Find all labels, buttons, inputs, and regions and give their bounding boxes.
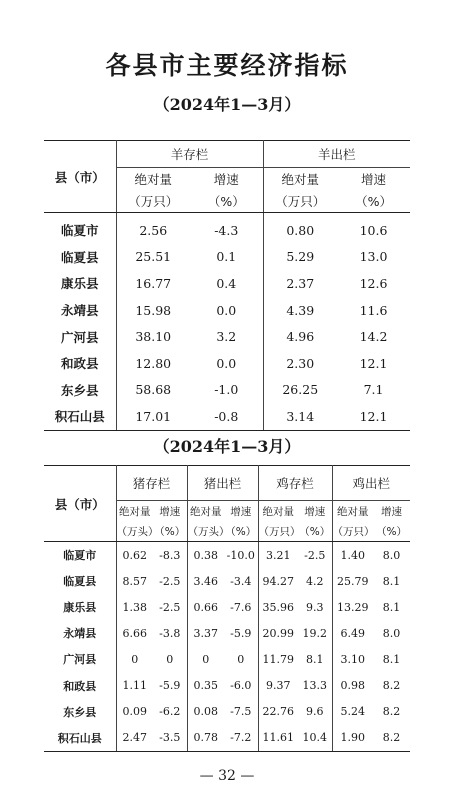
value-cell: 3.46 [193, 574, 219, 588]
county-name: 临夏市 [44, 213, 116, 244]
value-cell: 25.79 [337, 574, 369, 588]
table-row [44, 594, 410, 620]
value-cell: 3.14 [263, 403, 337, 430]
county-name: 积石山县 [44, 725, 116, 752]
sheep-table [44, 140, 410, 431]
unit-label: （%） [224, 521, 258, 542]
growth-unit: （%） [337, 190, 410, 213]
value-cell: 19.2 [298, 620, 332, 646]
value-cell: 13.29 [337, 600, 369, 614]
table-row [44, 270, 410, 297]
county-name: 临夏市 [44, 542, 116, 569]
value-cell: 0.1 [190, 244, 263, 271]
value-cell: 0.0 [190, 297, 263, 324]
value-cell: 9.37 [266, 679, 291, 693]
value-cell: 3.10 [340, 652, 366, 666]
unit-label: （万只） [332, 521, 373, 542]
value-cell: 8.2 [382, 705, 401, 719]
value-cell: 14.2 [359, 329, 388, 345]
value-cell: 8.1 [382, 652, 401, 666]
county-name: 临夏县 [44, 244, 116, 271]
value-cell: -7.6 [224, 594, 258, 620]
value-cell: 9.3 [298, 594, 332, 620]
growth-label: 增速 [381, 505, 403, 518]
value-cell: -8.3 [153, 542, 187, 569]
value-cell: -5.9 [153, 672, 187, 698]
table-row [44, 403, 410, 430]
county-name: 东乡县 [44, 699, 116, 725]
value-cell: 8.2 [382, 679, 401, 693]
value-cell: 0.09 [122, 705, 147, 719]
value-cell: -5.9 [224, 620, 258, 646]
growth-label: 增速 [153, 501, 187, 522]
abs-label: 绝对量 [337, 505, 369, 518]
value-cell: 0.62 [122, 548, 147, 562]
table-row [44, 377, 410, 404]
value-cell: 0.0 [190, 350, 263, 377]
value-cell: 8.2 [373, 725, 410, 752]
value-cell: 38.10 [135, 329, 172, 345]
unit-label: （万头） [116, 521, 153, 542]
value-cell: 1.11 [122, 679, 147, 693]
table-row [44, 699, 410, 725]
value-cell: 4.96 [286, 329, 315, 345]
value-cell: 11.61 [258, 725, 298, 752]
value-cell: 5.29 [286, 249, 315, 265]
table-row [44, 350, 410, 377]
abs-unit: （万只） [116, 190, 190, 213]
table-row [44, 323, 410, 350]
unit-label: （万只） [258, 521, 298, 542]
county-name: 永靖县 [44, 297, 116, 324]
value-cell: 0.98 [340, 679, 366, 693]
value-cell: 1.38 [122, 600, 147, 614]
value-cell: 0 [131, 652, 139, 666]
value-cell: 0.08 [193, 705, 219, 719]
abs-label: 绝对量 [281, 172, 320, 187]
value-cell: 4.2 [298, 568, 332, 594]
value-cell: -4.3 [190, 213, 263, 244]
value-cell: 6.49 [340, 626, 366, 640]
group-header-chicken-out: 鸡出栏 [332, 466, 410, 501]
value-cell: -7.5 [224, 699, 258, 725]
period-subtitle-1: （2024年1—3月） [153, 95, 301, 114]
value-cell: -0.8 [190, 403, 263, 430]
county-name: 和政县 [44, 672, 116, 698]
county-name: 广河县 [44, 646, 116, 672]
value-cell: 8.1 [298, 646, 332, 672]
county-header: 县（市） [44, 141, 116, 213]
value-cell: -3.5 [153, 725, 187, 752]
value-cell: 17.01 [116, 403, 190, 430]
abs-label: 绝对量 [134, 172, 172, 187]
value-cell: 12.1 [359, 355, 388, 371]
value-cell: 20.99 [262, 626, 295, 640]
group-header-pig-stock: 猪存栏 [116, 466, 187, 501]
value-cell: -6.0 [224, 672, 258, 698]
value-cell: 0.4 [190, 270, 263, 297]
value-cell: 10.6 [359, 222, 388, 238]
growth-label: 增速 [190, 168, 263, 191]
value-cell: 5.24 [340, 705, 366, 719]
unit-label: （%） [153, 521, 187, 542]
table-row [44, 568, 410, 594]
value-cell: -2.5 [153, 594, 187, 620]
value-cell: 8.1 [382, 600, 401, 614]
value-cell: 6.66 [122, 626, 147, 640]
value-cell: 94.27 [262, 574, 295, 588]
value-cell: 0.66 [193, 600, 219, 614]
value-cell: -6.2 [153, 699, 187, 725]
value-cell: 22.76 [262, 705, 295, 719]
value-cell: 4.39 [286, 302, 315, 318]
value-cell: 8.0 [382, 548, 401, 562]
value-cell: 12.6 [359, 275, 388, 291]
growth-label: 增速 [298, 501, 332, 522]
value-cell: 1.40 [340, 548, 366, 562]
county-name: 康乐县 [44, 270, 116, 297]
table-row [44, 244, 410, 271]
value-cell: 1.90 [332, 725, 373, 752]
value-cell: 0 [153, 646, 187, 672]
value-cell: 11.79 [262, 652, 295, 666]
table-row [44, 725, 410, 752]
group-header-chicken-stock: 鸡存栏 [258, 466, 332, 501]
value-cell: 25.51 [135, 249, 172, 265]
value-cell: 13.3 [298, 672, 332, 698]
value-cell: 11.6 [359, 302, 388, 318]
value-cell: 3.2 [190, 323, 263, 350]
value-cell: -2.5 [298, 542, 332, 569]
value-cell: 0.78 [187, 725, 224, 752]
value-cell: -3.8 [153, 620, 187, 646]
abs-label: 绝对量 [262, 505, 295, 518]
county-name: 和政县 [44, 350, 116, 377]
value-cell: 0.38 [193, 548, 219, 562]
page-title: 各县市主要经济指标 [105, 51, 349, 80]
value-cell: 0 [202, 652, 210, 666]
value-cell: -10.0 [224, 542, 258, 569]
growth-label: 增速 [361, 172, 387, 187]
pig-chicken-table-body [44, 542, 410, 752]
table-row [44, 672, 410, 698]
value-cell: -1.0 [190, 377, 263, 404]
value-cell: 2.37 [286, 275, 315, 291]
value-cell: 16.77 [135, 275, 172, 291]
value-cell: 8.0 [382, 626, 401, 640]
value-cell: 0.35 [193, 679, 219, 693]
county-name: 东乡县 [44, 377, 116, 404]
abs-unit: （万只） [263, 190, 337, 213]
table-row [44, 297, 410, 324]
table-row [44, 620, 410, 646]
county-header: 县（市） [44, 466, 116, 542]
group-header-pig-out: 猪出栏 [187, 466, 258, 501]
page-number: — 32 — [199, 768, 255, 784]
county-name: 广河县 [44, 323, 116, 350]
pig-chicken-table [44, 465, 410, 752]
value-cell: 8.1 [382, 574, 401, 588]
value-cell: 8.57 [122, 574, 147, 588]
value-cell: -2.5 [153, 568, 187, 594]
table-row [44, 646, 410, 672]
value-cell: 58.68 [135, 382, 172, 398]
county-name: 康乐县 [44, 594, 116, 620]
value-cell: 10.4 [298, 725, 332, 752]
value-cell: 26.25 [282, 382, 319, 398]
value-cell: 3.21 [266, 548, 291, 562]
unit-label: （%） [298, 521, 332, 542]
group-header-sheep-out: 羊出栏 [263, 141, 410, 168]
value-cell: 2.30 [286, 355, 315, 371]
value-cell: 35.96 [262, 600, 295, 614]
value-cell: 12.1 [337, 403, 410, 430]
growth-label: 增速 [224, 501, 258, 522]
sheep-table-body [44, 213, 410, 431]
abs-label: 绝对量 [190, 505, 222, 518]
value-cell: -3.4 [224, 568, 258, 594]
group-header-sheep-stock: 羊存栏 [116, 141, 263, 168]
value-cell: 2.56 [139, 222, 168, 238]
value-cell: 15.98 [135, 302, 172, 318]
abs-label: 绝对量 [119, 505, 151, 518]
growth-unit: （%） [190, 190, 263, 213]
value-cell: 2.47 [116, 725, 153, 752]
county-name: 积石山县 [44, 403, 116, 430]
unit-label: （万头） [187, 521, 224, 542]
value-cell: 9.6 [298, 699, 332, 725]
county-name: 临夏县 [44, 568, 116, 594]
value-cell: 7.1 [363, 382, 384, 398]
value-cell: 0 [224, 646, 258, 672]
period-subtitle-2: （2024年1—3月） [153, 437, 301, 456]
unit-label: （%） [373, 521, 410, 542]
value-cell: -7.2 [224, 725, 258, 752]
table-row [44, 213, 410, 244]
value-cell: 13.0 [359, 249, 388, 265]
county-name: 永靖县 [44, 620, 116, 646]
value-cell: 12.80 [135, 355, 172, 371]
value-cell: 3.37 [193, 626, 219, 640]
value-cell: 0.80 [286, 222, 315, 238]
table-row [44, 542, 410, 569]
